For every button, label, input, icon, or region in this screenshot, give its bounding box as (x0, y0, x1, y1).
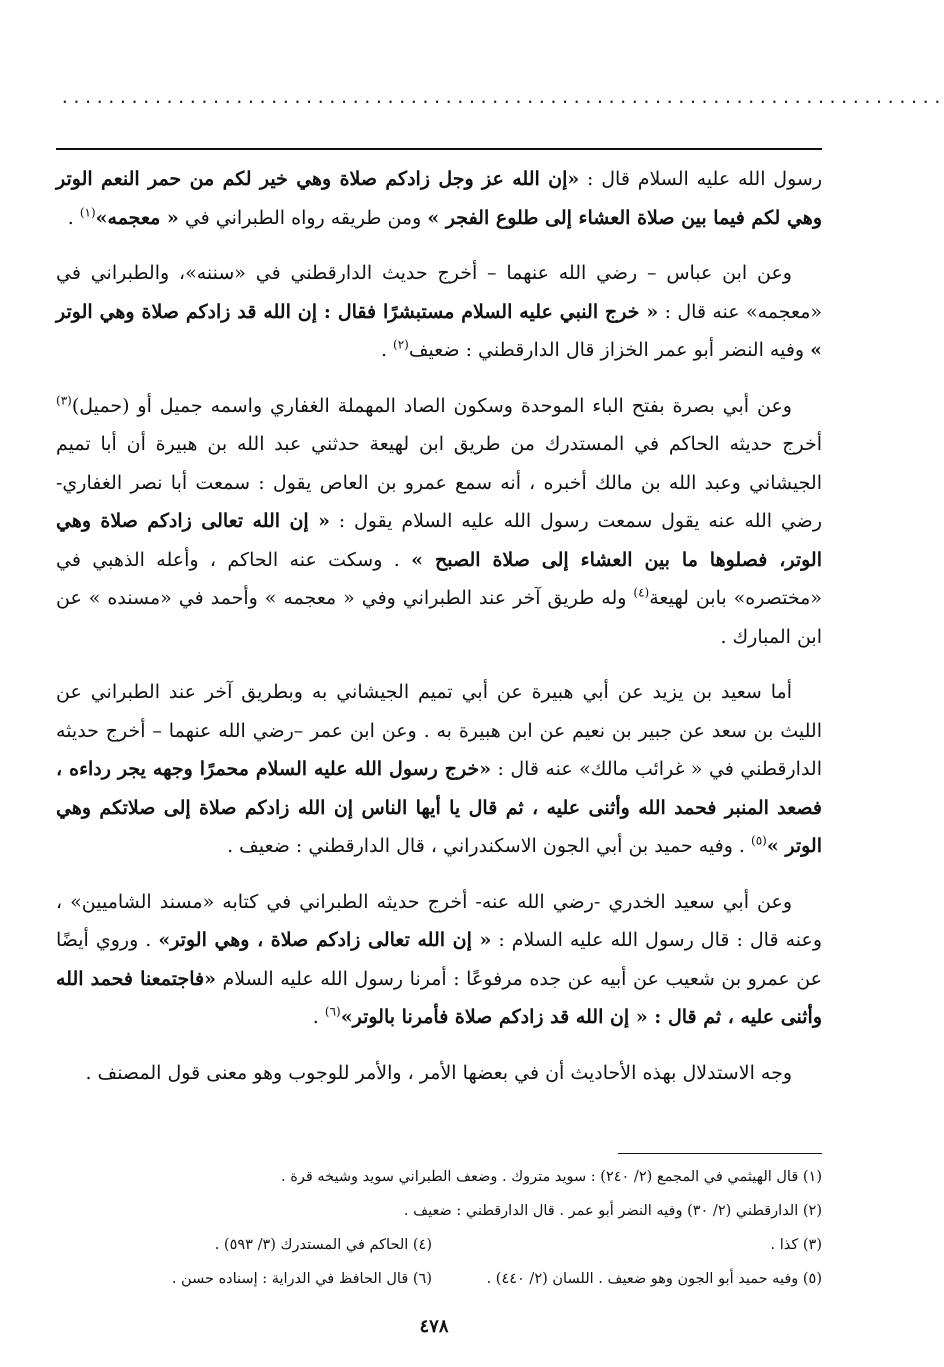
text-segment: وفيه النضر أبو عمر الخزاز قال الدارقطني : ضعيف (408, 339, 811, 361)
hadith-quote: «إن الله عز وجل زادكم صلاة وهي خير لكم من حمر النعم الوتر وهي لكم فيما بين صلاة العشاء إلى طلوع الفجر » (56, 168, 822, 229)
page-number: ٤٧٨ (419, 1316, 449, 1337)
text-segment: وله طريق آخر عند الطبراني وفي « معجمه » وأحمد في «مسنده » عن ابن المبارك . (56, 587, 822, 648)
footnote-row-5-6 (56, 1262, 822, 1296)
footnote-marker: (١) (79, 205, 96, 220)
paragraph-2 (56, 254, 822, 370)
text-segment: . وفيه حميد بن أبي الجون الاسكندراني ، قال الدارقطني : ضعيف . (227, 835, 752, 857)
main-text (56, 160, 822, 1109)
header-dotted-line: ............................................................................ (60, 88, 944, 107)
footnote-row-3-4 (56, 1228, 822, 1262)
footnote-6: (٦) قال الحافظ في الدراية : إسناده حسن . (171, 1271, 432, 1287)
text-segment: وعن أبي بصرة بفتح الباء الموحدة وسكون الصاد المهملة الغفاري واسمه جميل أو (حميل) (71, 394, 792, 417)
hadith-quote: «فاجتمعنا فحمد الله وأثنى عليه ، ثم قال : « إن الله قد زادكم صلاة فأمرنا بالوتر» (56, 967, 822, 1028)
text-segment: . وروي أيضًا عن عمرو بن شعيب عن أبيه عن جده مرفوعًا : أمرنا رسول الله عليه السلام (56, 929, 822, 990)
text-segment: . (312, 1006, 325, 1028)
footnote-4: (٤) الحاكم في المستدرك (٣/ ٥٩٣) . (214, 1237, 432, 1253)
footnote-separator (618, 1153, 822, 1154)
hadith-quote: « خرج النبي عليه السلام مستبشرًا فقال : إن الله قد زادكم صلاة وهي الوتر » (56, 300, 822, 361)
text-segment: وجه الاستدلال بهذه الأحاديث أن في بعضها الأمر ، والأمر للوجوب وهو معنى قول المصنف . (85, 1061, 792, 1084)
paragraph-6 (56, 1054, 822, 1093)
footnote-3: (٣) كذا . (770, 1237, 822, 1253)
footnote-1: (١) قال الهيثمي في المجمع (٢/ ٢٤٠) : سويد متروك . وضعف الطبراني سويد وشيخه قرة . (281, 1169, 822, 1185)
footnote-marker: (٤) (633, 585, 650, 600)
paragraph-5 (56, 883, 822, 1037)
footnotes (56, 1160, 822, 1296)
hadith-quote: «خرج رسول الله عليه السلام محمرًا وجهه يجر رداءه ، فصعد المنبر فحمد الله وأثنى عليه ، ثم قال يا أيها الناس إن الله زادكم صلاة إلى صلاتكم وهي الوتر » (56, 758, 822, 857)
hadith-quote: « إن الله تعالى زادكم صلاة ، وهي الوتر» (158, 929, 492, 951)
footnote-5: (٥) وفيه حميد أبو الجون وهو ضعيف . اللسان (٢/ ٤٤٠) . (486, 1271, 822, 1287)
footnote-marker: (٦) (324, 1004, 341, 1019)
text-segment: . (67, 206, 80, 229)
text-segment: وعن أبي سعيد الخدري -رضي الله عنه- أخرج حديثه الطبراني في كتابه «مسند الشاميين» ، وعنه قال : قال رسول الله عليه السلام : (56, 890, 822, 951)
text-segment: ومن طريقه رواه الطبراني في (178, 206, 428, 229)
text-segment: أخرج حديثه الحاكم في المستدرك من طريق ابن لهيعة حدثني عبد الله بن هبيرة أن أبا تميم الجيشاني وعبد الله بن مالك أخبره ، أنه سمع عمرو بن العاص يقول : سمعت أبا نصر الغفاري- رضي الله عنه يقول سمعت رسول الله عليه السلام يقول : (56, 433, 822, 532)
hadith-quote: « إن الله تعالى زادكم صلاة وهي الوتر، فصلوها ما بين العشاء إلى صلاة الصبح » (56, 510, 822, 571)
footnote-marker: (٢) (393, 337, 409, 352)
paragraph-4 (56, 673, 822, 866)
text-segment: . (380, 339, 394, 361)
text-segment: وعن ابن عباس – رضي الله عنهما – أخرج حديث الدارقطني في «سننه»، والطبراني في «معجمه» عنه قال : (56, 262, 822, 323)
paragraph-1 (56, 160, 822, 237)
hadith-quote: « معجمه» (95, 206, 179, 229)
footnote-marker: (٣) (56, 393, 72, 408)
text-segment: . وسكت عنه الحاكم ، وأعله الذهبي في «مختصره» بابن لهيعة (56, 548, 822, 609)
footnote-2: (٢) الدارقطني (٢/ ٣٠) وفيه النضر أبو عمر . قال الدارقطني : ضعيف . (403, 1203, 822, 1219)
paragraph-3 (56, 387, 822, 657)
header-rule (56, 148, 822, 150)
footnote-marker: (٥) (751, 833, 767, 848)
text-segment: رسول الله عليه السلام قال : (579, 168, 822, 190)
text-segment: أما سعيد بن يزيد عن أبي هبيرة عن أبي تميم الجيشاني به وبطريق آخر عند الطبراني عن الليث بن سعد عن جبير بن نعيم عن ابن هبيرة به . وعن ابن عمر –رضي الله عنهما – أخرج حديثه الدارقطني في « غرائب مالك» عنه قال : (56, 681, 822, 780)
